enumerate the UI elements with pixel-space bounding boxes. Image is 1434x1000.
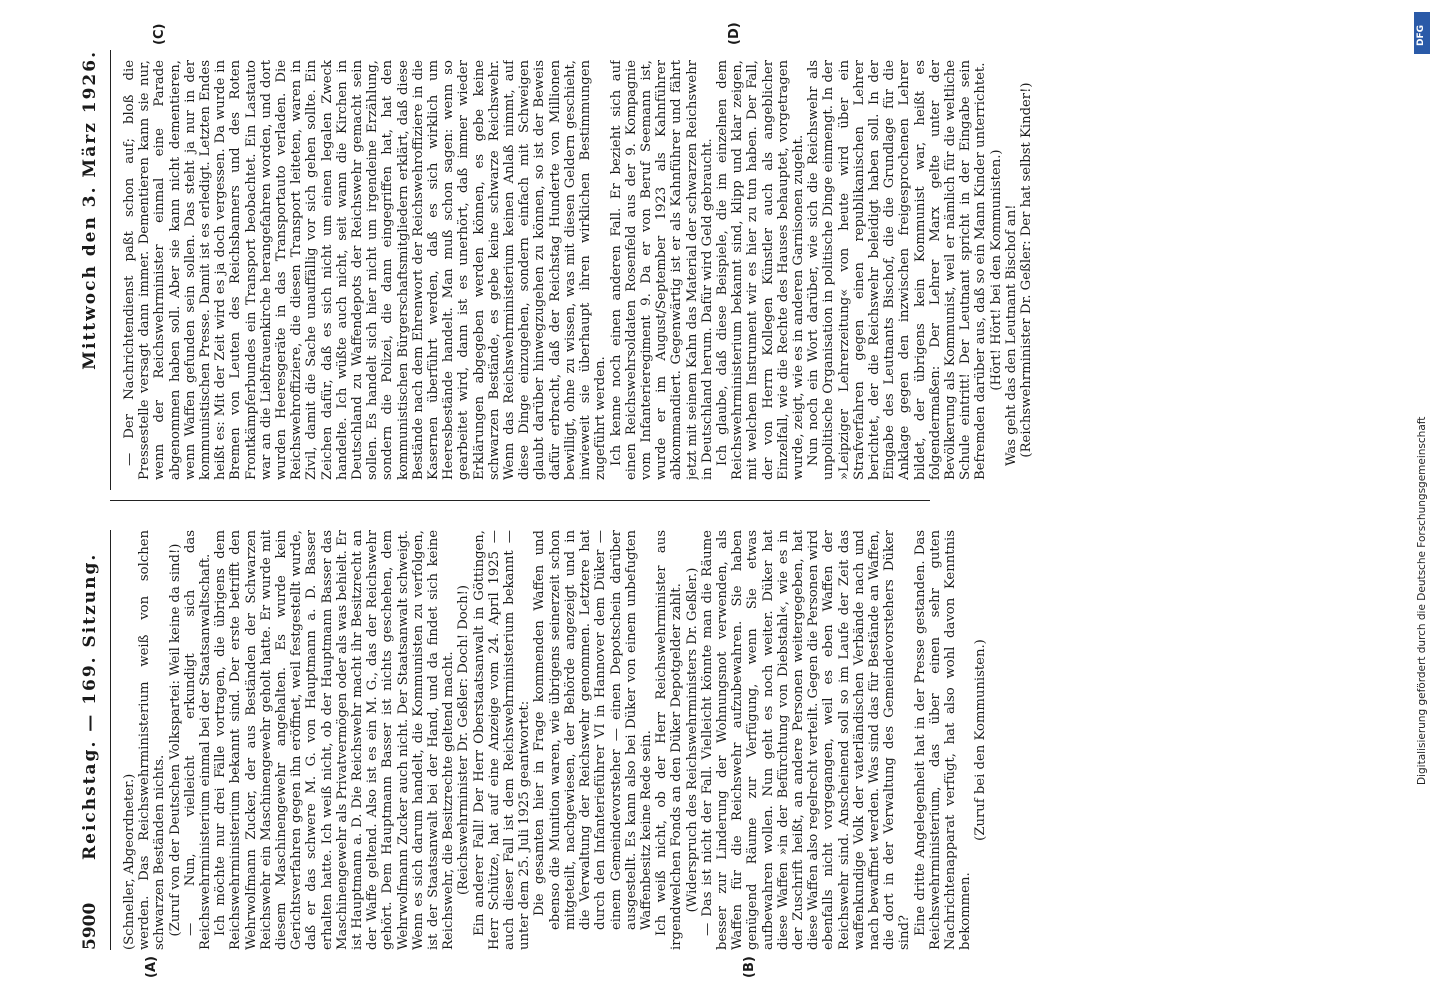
paragraph: — Nun, vielleicht erkundigt sich das Reichswehrministerium einmal bei der Staatsanwaltschaft. bbox=[182, 530, 214, 950]
paragraph: Nun noch ein Wort darüber, wie sich die Reichswehr als unpolitische Organisation in politische Dinge einmengt. In der »Leipziger Lehrerzeitung« von heute wird über ein Strafverfahren gegen einen republikanischen Lehrer berichtet, der die Reichswehr beleidigt haben soll. In der Eingabe des Leutnants Bischof, die die Grundlage für die Anklage gegen den inzwischen freigesprochenen Lehrer bildet, der übrigens kein Kommunist war, heißt es folgendermaßen: Der Lehrer Marx gelte unter der Bevölkerung als Kommunist, weil er nämlich für die weltliche Schule eintritt! Der Leutnant spricht in der Eingabe sein Befremden darüber aus, daß so ein Mann Kinder unterrichtet. bbox=[806, 60, 989, 480]
right-column bbox=[122, 60, 1352, 480]
paragraph: Eine dritte Angelegenheit hat in der Presse gestanden. Das Reichswehrministerium, das über einen sehr guten Nachrichtenapparat verfügt, hat also wohl davon Kenntnis bekommen. bbox=[912, 530, 974, 950]
newspaper-page bbox=[52, 22, 1382, 978]
interjection: (Reichswehrminister Dr. Geßler: Doch! Doch!) bbox=[456, 584, 472, 896]
page-header bbox=[80, 50, 106, 950]
margin-mark-c: (C) bbox=[152, 23, 167, 45]
paragraph: Ich möchte nur drei Fälle vortragen, die übrigens dem Reichswehrministerium bekannt sind. Der erste betrifft den Wehrwolfmann Zucker, der aus Beständen der Schwarzen Reichswehr ein Maschinengewehr geholt hatte. Er wurde mit diesem Maschinengewehr angehalten. Es wurde kein Gerichtsverfahren gegen ihn eröffnet, weil festgestellt wurde, daß er das schwere M. G. von Hauptmann a. D. Basser erhalten hatte. Ich weiß nicht, ob der Hauptmann Basser das Maschinengewehr als Privatvermögen oder als was behielt. Er ist Hauptmann a. D. Die Reichswehr macht ihr Besitzrecht an der Waffe geltend. Also ist es ein M. G., das der Reichswehr gehört. Dem Hauptmann Basser ist nichts geschehen, dem Wehrwolfmann Zucker auch nicht. Der Staatsanwalt schweigt. Wenn es sich darum handelt, die Kommunisten zu verfolgen, ist der Staatsanwalt bei der Hand, und da findet sich keine Reichswehr, die Besitzrechte geltend macht. bbox=[213, 530, 457, 950]
header-rule-right bbox=[110, 50, 111, 490]
paragraph: Ein anderer Fall! Der Herr Oberstaatsanwalt in Göttingen, Herr Schütze, hat auf eine Anzeige vom 24. April 1925 — auch dieser Fall ist dem Reichswehrministerium bekannt — unter dem 25. Juli 1925 geantwortet: bbox=[471, 530, 533, 950]
quotation: Die gesamten hier in Frage kommenden Waffen und ebenso die Munition waren, wie übrigens seinerzeit schon mitgeteilt, nachgewiesen, der Behörde angezeigt und in die Verwaltung der Reichswehr genommen. Letztere hat durch den Infanterieführer VI in Hannover dem Düker — einem Gemeindevorsteher — einen Depotschein darüber ausgestellt. Es kann also bei Düker von einem unbefugten Waffenbesitz keine Rede sein. bbox=[532, 530, 654, 930]
paragraph: Ich kenne noch einen anderen Fall. Er bezieht sich auf einen Reichswehrsoldaten Rosenfeld aus der 9. Kompagnie vom Infanterieregiment 9. Da er von Beruf Seemann ist, wurde er im August/September 1923 als Kahnführer abkommandiert. Gegenwärtig ist er als Kahnführer und fährt jetzt mit seinem Kahn das Material der schwarzen Reichswehr in Deutschland herum. Dafür wird Geld gebraucht. bbox=[608, 60, 715, 480]
margin-mark-a: (A) bbox=[144, 956, 159, 978]
interjection: (Zuruf von der Deutschen Volkspartei: Weil keine da sind!) bbox=[167, 543, 183, 937]
header-rule-left bbox=[110, 530, 111, 950]
left-column bbox=[122, 530, 1352, 950]
paragraph: Ich weiß nicht, ob der Herr Reichswehrminister aus irgendwelchen Fonds an den Düker Depotgelder zahlt. bbox=[654, 530, 685, 950]
interjection: (Zuruf bei den Kommunisten.) bbox=[973, 639, 989, 841]
margin-mark-d: (D) bbox=[727, 22, 742, 45]
interjection: (Reichswehrminister Dr. Geßler: Der hat selbst Kinder!) bbox=[1018, 82, 1034, 458]
column-divider bbox=[110, 500, 930, 501]
dfg-logo bbox=[1414, 12, 1430, 54]
paragraph: — Der Nachrichtendienst paßt schon auf; bloß die Pressestelle versagt dann immer. Dementieren kann sie nur, wenn der Reichswehrminister einmal eine Parade abgenommen haben soll. Aber sie kann nicht dementieren, wenn Waffen gefunden sein sollen. Das steht ja nur in der kommunistischen Presse. Damit ist es erledigt. Letzten Endes heißt es: Mit der Zeit wird es ja doch vergessen. Da wurde in Bremen von Leuten des Reichsbanners und des Roten Frontkämpferbundes ein Transport beobachtet. Ein Lastauto war an die Liebfrauenkirche herangefahren worden, und dort wurden Heeresgeräte in das Transportauto verladen. Die Reichswehroffiziere, die diesen Transport leiteten, waren in Zivil, damit die Sache unauffällig vor sich gehen sollte. Ein Zeichen dafür, daß es sich nicht um einen legalen Zweck handelte. Ich wüßte auch nicht, seit wann die Kirchen in Deutschland zu Waffendepots der Reichswehr gemacht sein sollen. Es handelt sich hier nicht um irgendeine Erzählung, sondern die Polizei, die dann eingegriffen hat, hat den kommunistischen Bürgerschaftsmitgliedern erklärt, daß diese Bestände nach dem Ehrenwort der Reichswehroffiziere in die Kasernen überführt werden, daß es sich wirklich um Heeresbestände handelt. Man muß schon sagen: wenn so gearbeitet wird, dann ist es unerhört, daß immer wieder Erklärungen abgegeben werden können, es gebe keine schwarzen Bestände, es gebe keine schwarze Reichswehr. Wenn das Reichswehrministerium keinen Anlaß nimmt, auf diese Dinge einzugehen, sondern einfach mit Schweigen glaubt darüber hinwegzugehen zu können, so ist der Beweis dafür erbracht, daß der Reichstag Hunderte von Millionen bewilligt, ohne zu wissen, was mit diesen Geldern geschieht, inwieweit sie überhaupt ihren wirklichen Bestimmungen zugeführt werden. bbox=[122, 60, 609, 480]
interjection: (Widerspruch des Reichswehrministers Dr. Geßler.) bbox=[684, 567, 700, 913]
header-right: Mittwoch den 3. März 1926. bbox=[80, 50, 100, 370]
paragraph: werden. Das Reichswehrministerium weiß von solchen schwarzen Beständen nichts. bbox=[137, 530, 168, 950]
margin-mark-b: (B) bbox=[742, 956, 757, 978]
paragraph: — Das ist nicht der Fall. Vielleicht könnte man die Räume besser zur Linderung der Wohnungsnot verwenden, als Waffen für die Reichswehr aufzubewahren. Sie haben genügend Räume zur Verfügung, wenn Sie etwas aufbewahren wollen. Nun geht es noch weiter. Düker hat diese Waffen »in der Befürchtung von Diebstahl«, wie es in der Zuschrift heißt, an andere Personen weitergegeben, hat diese Waffen also regelrecht verteilt. Gegen die Personen wird ebenfalls nicht vorgegangen, weil es eben Waffen der Reichswehr sind. Anscheinend soll so im Laufe der Zeit das waffenkundige Volk der vaterländischen Verbände nach und nach bewaffnet werden. Was sind das für Bestände an Waffen, die dort in der Verwaltung des Gemeindevorstehers Düker sind? bbox=[699, 530, 913, 950]
dfg-logo-text: DFG bbox=[1416, 24, 1426, 46]
paragraph: Ich glaube, daß diese Beispiele, die im einzelnen dem Reichswehrministerium bekannt sind, klipp und klar zeigen, mit welchem Instrument wir es hier zu tun haben. Der Fall, der von Herrn Kollegen Künstler auch als angeblicher Einzelfall, wie die Rechte des Hauses behauptet, vorgetragen wurde, zeigt, wie es in anderen Garnisonen zugeht. bbox=[714, 60, 806, 480]
dfg-credit-strip bbox=[1410, 0, 1434, 1000]
page-number: 5900 bbox=[80, 902, 100, 950]
dfg-credit-text: Digitalisierung gefördert durch die Deutsche Forschungsgemeinschaft bbox=[1416, 416, 1428, 785]
paragraph: Was geht das den Leutnant Bischof an! bbox=[1003, 204, 1019, 466]
speaker-line: (Schneller, Abgeordneter.) bbox=[122, 773, 137, 950]
header-left: Reichstag. — 169. Sitzung. bbox=[80, 552, 100, 860]
interjection: (Hört! Hört! bei den Kommunisten.) bbox=[988, 149, 1004, 391]
